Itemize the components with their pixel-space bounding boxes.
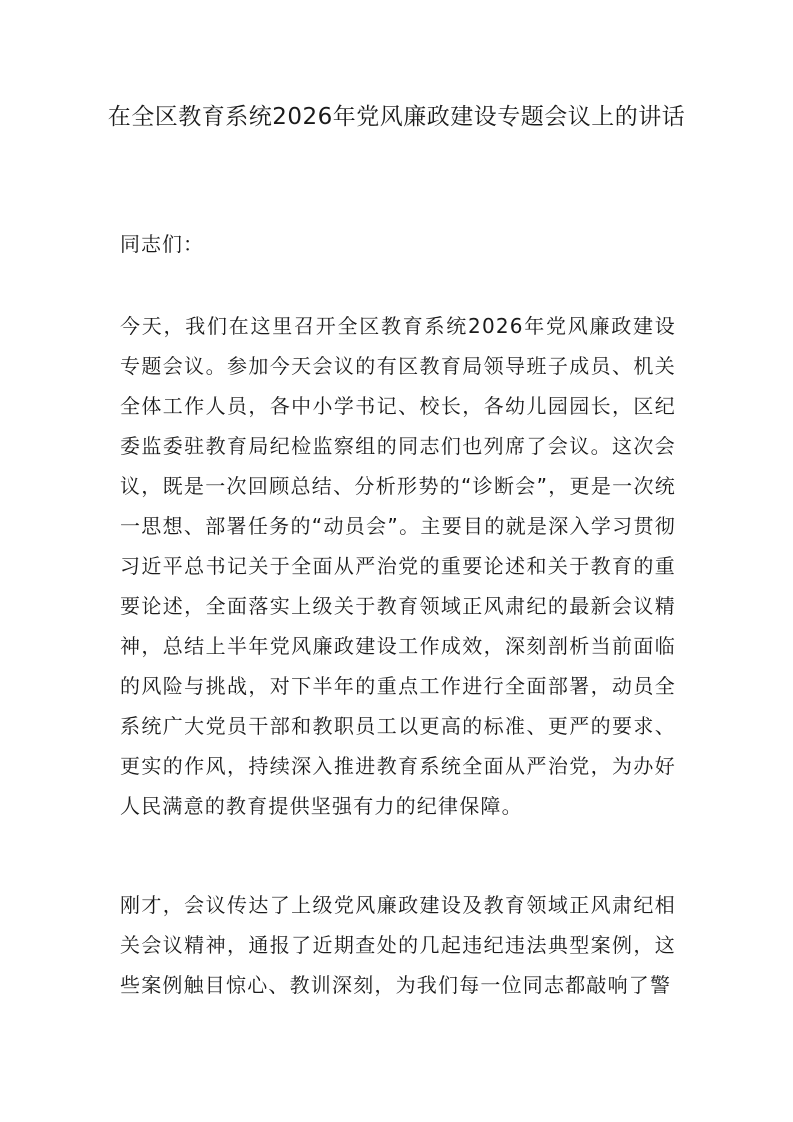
paragraph-opening: 今天，我们在这里召开全区教育系统2026年党风廉政建设专题会议。参加今天会议的有区教育局领导班子成员、机关全体工作人员，各中小学书记、校长，各幼儿园园长，区纪委监委驻教育局纪检监察组的同志们也列席了会议。这次会议，既是一次回顾总结、分析形势的“诊断会”，更是一次统一思想、部署任务的“动员会”。主要目的就是深入学习贯彻习近平总书记关于全面从严治党的重要论述和关于教育的重要论述，全面落实上级关于教育领域正风肃纪的最新会议精神，总结上半年党风廉政建设工作成效，深刻剖析当前面临的风险与挑战，对下半年的重点工作进行全面部署，动员全系统广大党员干部和教职员工以更高的标准、更严的要求、更实的作风，持续深入推进教育系统全面从严治党，为办好人民满意的教育提供坚强有力的纪律保障。 xyxy=(120,314,676,818)
salutation: 同志们： xyxy=(120,232,204,256)
paragraph-second: 刚才，会议传达了上级党风廉政建设及教育领域正风肃纪相关会议精神，通报了近期查处的几起违纪违法典型案例，这些案例触目惊心、教训深刻，为我们每一位同志都敲响了警 xyxy=(120,893,676,997)
document-title: 在全区教育系统2026年党风廉政建设专题会议上的讲话 xyxy=(107,104,686,130)
